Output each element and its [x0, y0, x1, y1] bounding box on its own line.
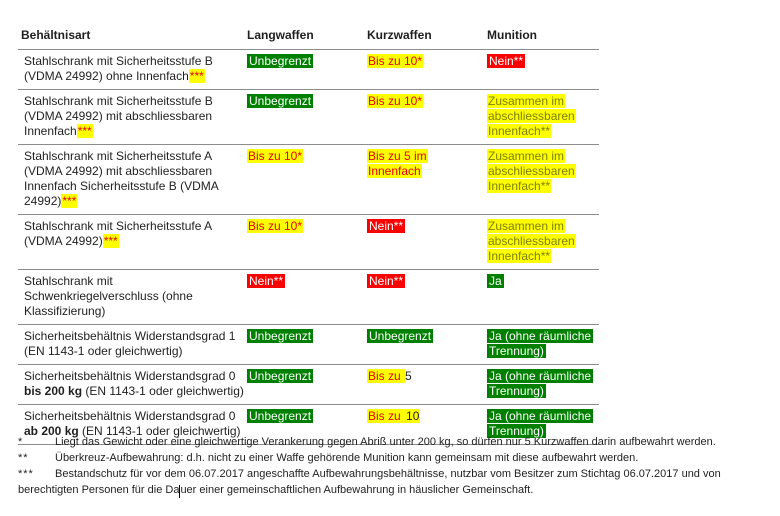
table-row	[18, 50, 599, 90]
table-row	[18, 270, 599, 325]
cell-munition	[487, 219, 599, 264]
storage-requirements-table	[18, 28, 599, 445]
footnote	[18, 466, 770, 498]
text-segment: Bis zu	[368, 369, 405, 383]
cell-behaeltnisart	[18, 149, 247, 209]
text-segment: Zusammen im abschliessbaren Innenfach**	[488, 94, 575, 138]
text-segment: Sicherheitsbehältnis Widerstandsgrad 0	[24, 369, 236, 383]
text-segment: Unbegrenzt	[249, 369, 312, 383]
cell-kurzwaffen	[367, 329, 487, 359]
cell-kurzwaffen	[367, 274, 487, 319]
footnote-text: uer einer gemeinschaftlichen Aufbewahrung in häuslicher Gemeinschaft.	[180, 484, 534, 496]
table-row	[18, 365, 599, 405]
text-segment: Stahlschrank mit Sicherheitsstufe B (VDMA 24992) mit abschliessbaren Innenfach	[24, 94, 213, 138]
text-segment: Ja (ohne räumliche Trennung)	[489, 329, 592, 358]
cell-munition	[487, 94, 599, 139]
table-header-row	[18, 28, 599, 50]
cell-behaeltnisart	[18, 369, 247, 399]
column-header-kurzwaffen: Kurzwaffen	[367, 28, 432, 42]
table-body	[18, 50, 599, 445]
cell-behaeltnisart	[18, 329, 247, 359]
text-segment: Nein**	[249, 274, 284, 288]
cell-kurzwaffen	[367, 149, 487, 209]
text-segment: Nein**	[489, 54, 524, 68]
text-segment: Zusammen im abschliessbaren Innenfach**	[488, 149, 575, 193]
cell-kurzwaffen	[367, 54, 487, 84]
cell-langwaffen	[247, 94, 367, 139]
text-segment: Sicherheitsbehältnis Widerstandsgrad 1 (EN 1143-1 oder gleichwertig)	[24, 329, 236, 358]
column-header-behaeltnisart: Behältnisart	[21, 28, 91, 42]
text-segment: Stahlschrank mit Sicherheitsstufe A (VDMA 24992) mit abschliessbaren Innenfach Sicherheitsstufe B (VDMA 24992)	[24, 149, 219, 208]
footnote-marker: **	[18, 452, 29, 464]
text-segment: Nein**	[369, 274, 404, 288]
table-row	[18, 145, 599, 215]
text-segment: Stahlschrank mit Schwenkriegelverschluss (ohne Klassifizierung)	[24, 274, 193, 318]
table-row	[18, 325, 599, 365]
cell-kurzwaffen	[367, 369, 487, 399]
text-segment: Unbegrenzt	[369, 329, 432, 343]
text-segment: ab 200 kg	[24, 424, 79, 438]
column-header-munition: Munition	[487, 28, 537, 42]
cell-kurzwaffen	[367, 94, 487, 139]
cell-munition	[487, 369, 599, 399]
footnote-text: Liegt das Gewicht oder eine gleichwertige Verankerung gegen Abriß unter 200 kg, so dürfen nur 5 Kurzwaffen darin aufbewahrt werden.	[55, 436, 716, 448]
footnote	[18, 450, 770, 466]
text-segment: Bis zu 10*	[368, 94, 423, 108]
text-segment: ***	[103, 234, 118, 248]
text-segment: Zusammen im abschliessbaren Innenfach**	[488, 219, 575, 263]
text-segment: Unbegrenzt	[249, 94, 312, 108]
text-segment: Bis zu 5 im Innenfach	[368, 149, 427, 178]
text-segment: Ja (ohne räumliche Trennung)	[489, 369, 592, 398]
table-row	[18, 215, 599, 270]
text-segment: Unbegrenzt	[249, 329, 312, 343]
text-segment: Bis zu 10*	[248, 149, 303, 163]
text-segment: (EN 1143-1 oder gleichwertig)	[82, 384, 244, 398]
footnote-text: Überkreuz-Aufbewahrung: d.h. nicht zu einer Waffe gehörende Munition kann gemeinsam mit diese aufbewahrt werden.	[55, 452, 639, 464]
cell-langwaffen	[247, 329, 367, 359]
footnote-text: berechtigten Personen für die Da	[18, 484, 180, 496]
text-segment: ***	[62, 194, 77, 208]
footnote-marker: *	[18, 436, 24, 448]
cell-langwaffen	[247, 274, 367, 319]
cell-munition	[487, 329, 599, 359]
cell-kurzwaffen	[367, 219, 487, 264]
text-segment: bis 200 kg	[24, 384, 83, 398]
text-segment: (EN 1143-1 oder gleichwertig)	[78, 424, 241, 438]
text-segment: Stahlschrank mit Sicherheitsstufe A (VDMA 24992)	[24, 219, 212, 248]
cell-langwaffen	[247, 369, 367, 399]
cell-munition	[487, 54, 599, 84]
cell-langwaffen	[247, 54, 367, 84]
cell-munition	[487, 149, 599, 209]
cell-langwaffen	[247, 219, 367, 264]
footnote-text: Bestandschutz für vor dem 06.07.2017 angeschaffte Aufbewahrungsbehältnisse, nutzbar vom Besitzer zum Stichtag 06.07.2017 und von	[55, 468, 721, 480]
column-header-langwaffen: Langwaffen	[247, 28, 314, 42]
text-segment: Ja	[489, 274, 502, 288]
text-segment: Stahlschrank mit Sicherheitsstufe B (VDMA 24992) ohne Innenfach	[24, 54, 213, 83]
text-segment: 5	[405, 369, 412, 383]
text-segment: Sicherheitsbehältnis Widerstandsgrad 0	[24, 409, 236, 423]
text-segment: Bis zu 10*	[248, 219, 303, 233]
text-segment: 10	[406, 409, 420, 423]
cell-munition	[487, 274, 599, 319]
footnotes	[18, 434, 770, 498]
text-segment: Unbegrenzt	[249, 54, 312, 68]
footnote	[18, 434, 770, 450]
text-segment: Bis zu	[368, 409, 405, 423]
cell-langwaffen	[247, 149, 367, 209]
cell-behaeltnisart	[18, 54, 247, 84]
text-segment: Nein**	[369, 219, 404, 233]
text-segment: Ja (ohne räumliche Trennung)	[489, 409, 592, 438]
cell-behaeltnisart	[18, 274, 247, 319]
text-segment: ***	[77, 124, 92, 138]
table-row	[18, 90, 599, 145]
text-segment: Unbegrenzt	[249, 409, 312, 423]
text-segment: Bis zu 10*	[368, 54, 423, 68]
text-segment: ***	[189, 69, 204, 83]
cell-behaeltnisart	[18, 219, 247, 264]
cell-behaeltnisart	[18, 94, 247, 139]
footnote-marker: ***	[18, 468, 34, 480]
